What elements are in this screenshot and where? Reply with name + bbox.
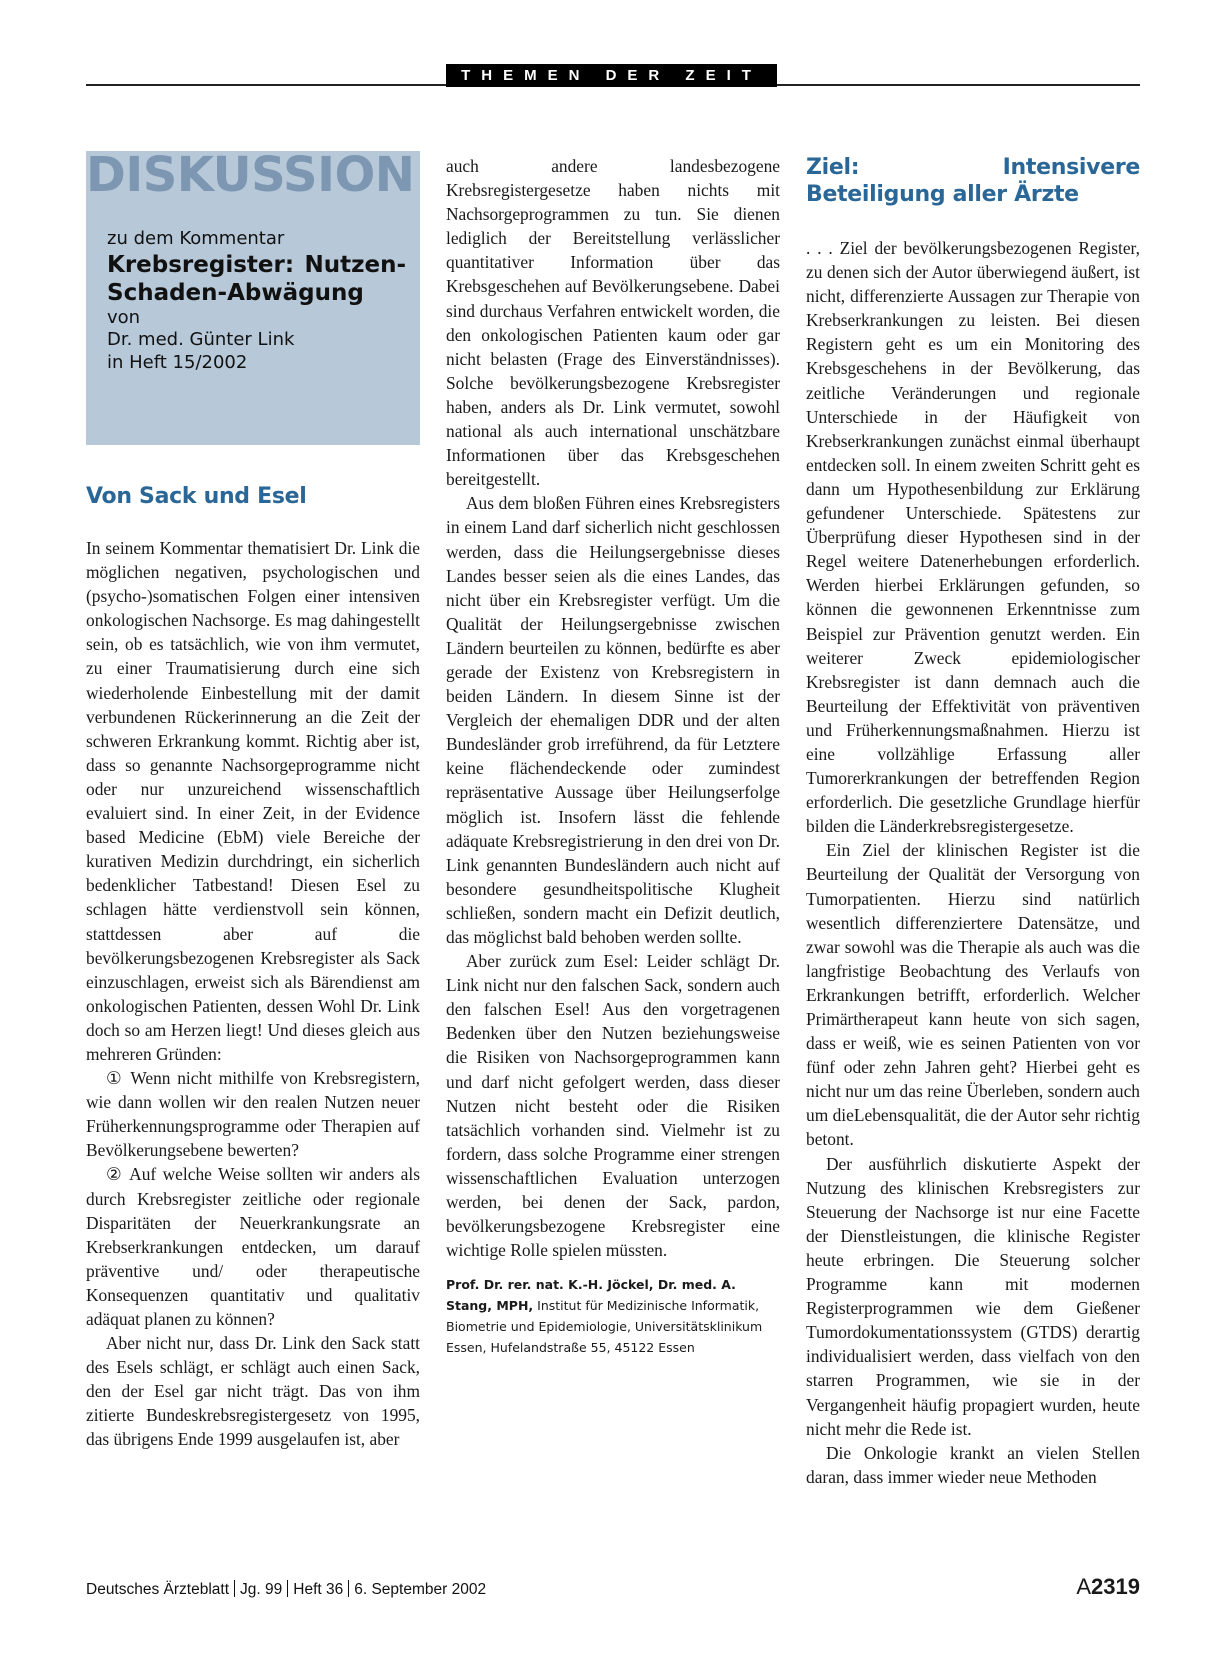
article1-signature <box>446 1274 780 1358</box>
article1-paragraph: ② Auf welche Weise sollten wir anders als durch Krebsregister zeitliche oder regionale Disparitäten der Neuerkrankungsrate an Krebserkrankungen entdecken, um darauf präventive und/ oder therapeutische Konsequenzen quantitativ und qualitativ adäquat planen zu können? <box>86 1164 420 1329</box>
discussion-label: DISKUSSION <box>86 147 415 203</box>
article2-paragraph: Die Onkologie krankt an vielen Stellen daran, dass immer wieder neue Methoden <box>806 1442 1140 1487</box>
discussion-box <box>86 147 420 445</box>
page-prefix: A <box>1076 1574 1092 1599</box>
article2-paragraph: . . . Ziel der bevölkerungsbezogenen Register, zu denen sich der Autor überwiegend äußert, ist nicht, differenzierte Aussagen zur Therapie von Krebserkrankungen zu leisten. Bei diesen Registern geht es um ein Monitoring des Krebsgeschehens in der Bevölkerung, das zeitliche Veränderungen und regionale Unterschiede in der Häufigkeit von Krebserkrankungen zunächst einmal überhaupt entdecken soll. In einem zweiten Schritt geht es dann um Hypothesenbildung zur Erklärung gefundener Unterschiede. Spätestens zur Überprüfung dieser Hypothesen sind in der Regel weitere Datenerhebungen erforderlich. Werden hierbei Erklärungen gefunden, so können die gewonnenen Erkenntnisse zum Beispiel zur Prävention genutzt werden. Ein weiterer Zweck epidemiologischer Krebsregister ist dann demnach auch die Beurteilung der Effektivität von präventiven und Früherkennungsmaßnahmen. Hierzu ist eine vollzählige Erfassung aller Tumorerkrankungen der betreffenden Region erforderlich. Die gesetzliche Grundlage hierfür bilden die Länderkrebsregistergesetze. <box>806 238 1140 837</box>
column-3 <box>806 154 1140 1489</box>
article1-paragraph: Aber nicht nur, dass Dr. Link den Sack statt des Esels schlägt, er schlägt auch einen Sack, den der Esel gar nicht trägt. Das von ihm zitierte Bundeskrebsregistergesetz von 1995, das übrigens Ende 1999 ausgelaufen ist, aber <box>86 1333 420 1450</box>
section-header: THEMEN DER ZEIT <box>446 64 777 87</box>
page-number <box>1076 1574 1140 1600</box>
footer <box>86 1580 486 1599</box>
journal-issue: Heft 36 <box>293 1581 344 1598</box>
article2-paragraph: Der ausführlich diskutierte Aspekt der Nutzung des klinischen Krebsregisters zur Steuerung der Nachsorge ist nur eine Facette der Dienstleistungen, die klinische Register heute erbringen. Die Steuerung solcher Programme kann mit modernen Registerprogrammen wie dem Gießener Tumordokumentationssystem (GTDS) derartig individualisiert werden, dass vielfach von den starren Programmen, wie sie in der Vergangenheit häufig propagiert wurden, heute nicht mehr die Rede ist. <box>806 1153 1140 1439</box>
journal-date: 6. September 2002 <box>354 1581 487 1598</box>
signature-names: Prof. Dr. rer. nat. K.-H. Jöckel, Dr. med. A. Stang, MPH, <box>446 1277 736 1314</box>
journal-name: Deutsches Ärzteblatt <box>86 1581 230 1598</box>
discussion-issue: in Heft 15/2002 <box>107 352 248 374</box>
article1-paragraph: auch andere landesbezogene Krebsregistergesetze haben nichts mit Nachsorgeprogrammen zu tun. Sie dienen lediglich der Bereitstellung verlässlicher quantitativer Information über das Krebsgeschehen auf Bevölkerungsebene. Dabei sind durchaus Verfahren entwickelt worden, die den onkologischen Patienten kaum oder gar nicht belasten (Frage des Einverständnisses). Solche bevölkerungsbezogene Krebsregister haben, anders als Dr. Link vermutet, sowohl national als auch international unschätzbare Informationen über das Krebsgeschehen bereitgestellt. <box>446 156 780 490</box>
article2-paragraph: Ein Ziel der klinischen Register ist die Beurteilung der Qualität der Versorgung von Tumorpatienten. Hierzu sind natürlich wesentlich differenziertere Datensätze, und zwar sowohl was die Therapie als auch was die langfristige Beobachtung des Verlaufs von Erkrankungen betrifft, erforderlich. Welcher Primärtherapeut kann heute von sich sagen, dass er weiß, wie es seinen Patienten von vor fünf oder zehn Jahren geht? Hierbei geht es nicht nur um das reine Überleben, sondern auch um dieLebensqualität, die der Autor sehr richtig betont. <box>806 840 1140 1150</box>
discussion-intro: zu dem Kommentar <box>107 228 285 249</box>
article2-heading: Ziel: Intensivere Beteiligung aller Ärzte <box>806 155 1140 207</box>
discussion-title: Krebsregister: Nutzen-Schaden-Abwägung <box>107 252 406 307</box>
page-number-value: 2319 <box>1091 1574 1140 1599</box>
column-1 <box>86 147 420 1452</box>
column-2 <box>446 154 780 1358</box>
article1-paragraph: ① Wenn nicht mithilfe von Krebsregistern, wie dann wollen wir den realen Nutzen neuer Früherkennungsprogramme oder Therapien auf Bevölkerungsebene bewerten? <box>86 1068 420 1161</box>
article1-paragraph: Aber zurück zum Esel: Leider schlägt Dr. Link nicht nur den falschen Sack, sondern auch den falschen Esel! Aus den vorgetragenen Bedenken über den Nutzen beziehungsweise die Risiken von Nachsorgeprogrammen kann und darf nicht gefolgert werden, dass dieser Nutzen nicht besteht oder die Risiken tatsächlich vorhanden sind. Vielmehr ist zu fordern, dass solche Programme einer strengen wissenschaftlichen Evaluation unterzogen werden, bei denen der Sack, pardon, bevölkerungsbezogene Krebsregister eine wichtige Rolle spielen müssten. <box>446 951 780 1261</box>
article1-paragraph: Aus dem bloßen Führen eines Krebsregisters in einem Land darf sicherlich nicht geschlossen werden, dass die Heilungsergebnisse dieses Landes besser seien als die eines Landes, das nicht über ein Krebsregister verfügt. Um die Qualität der Heilungsergebnisse zwischen Ländern beurteilen zu können, bedürfte es aber gerade der Existenz von Krebsregistern in beiden Ländern. In diesem Sinne ist der Vergleich der ehemaligen DDR und der alten Bundesländer grob irreführend, da für Letztere keine flächendeckende oder zumindest repräsentative Aussage über Heilungserfolge möglich ist. Insofern lässt die fehlende adäquate Krebsregistrierung in den drei von Dr. Link genannten Bundesländern auch nicht auf besondere gesundheitspolitische Klugheit schließen, sondern macht ein Defizit deutlich, das möglichst bald behoben werden sollte. <box>446 493 780 947</box>
journal-volume: Jg. 99 <box>240 1581 283 1598</box>
discussion-by: von <box>107 307 141 329</box>
signature-affiliation: Institut für Medizinische Informatik, Biometrie und Epidemiologie, Universitätsklinikum Essen, Hufelandstraße 55, 45122 Essen <box>446 1298 763 1356</box>
discussion-author: Dr. med. Günter Link <box>107 329 295 351</box>
article1-heading: Von Sack und Esel <box>86 484 307 509</box>
article1-paragraph: In seinem Kommentar thematisiert Dr. Link die möglichen negativen, psychologischen und (psycho-)somatischen Folgen einer intensiven onkologischen Nachsorge. Es mag dahingestellt sein, ob es tatsächlich, wie von ihm vermutet, zu einer Traumatisierung durch eine sich wiederholende Einbestellung mit der damit verbundenen Rückerinnerung an die Zeit der schweren Erkrankung kommt. Richtig aber ist, dass so genannte Nachsorgeprogramme nicht oder nur unzureichend wissenschaftlich evaluiert sind. In einer Zeit, in der Evidence based Medicine (EbM) viele Bereiche der kurativen Medizin durchdringt, ein sicherlich bedenklicher Tatbestand! Diesen Esel zu schlagen hätte verdienstvoll sein können, stattdessen aber auf die bevölkerungsbezogenen Krebsregister als Sack einzuschlagen, erweist sich als Bärendienst am onkologischen Patienten, dessen Wohl Dr. Link doch so am Herzen liegt! Und dieses gleich aus mehreren Gründen: <box>86 538 420 1064</box>
